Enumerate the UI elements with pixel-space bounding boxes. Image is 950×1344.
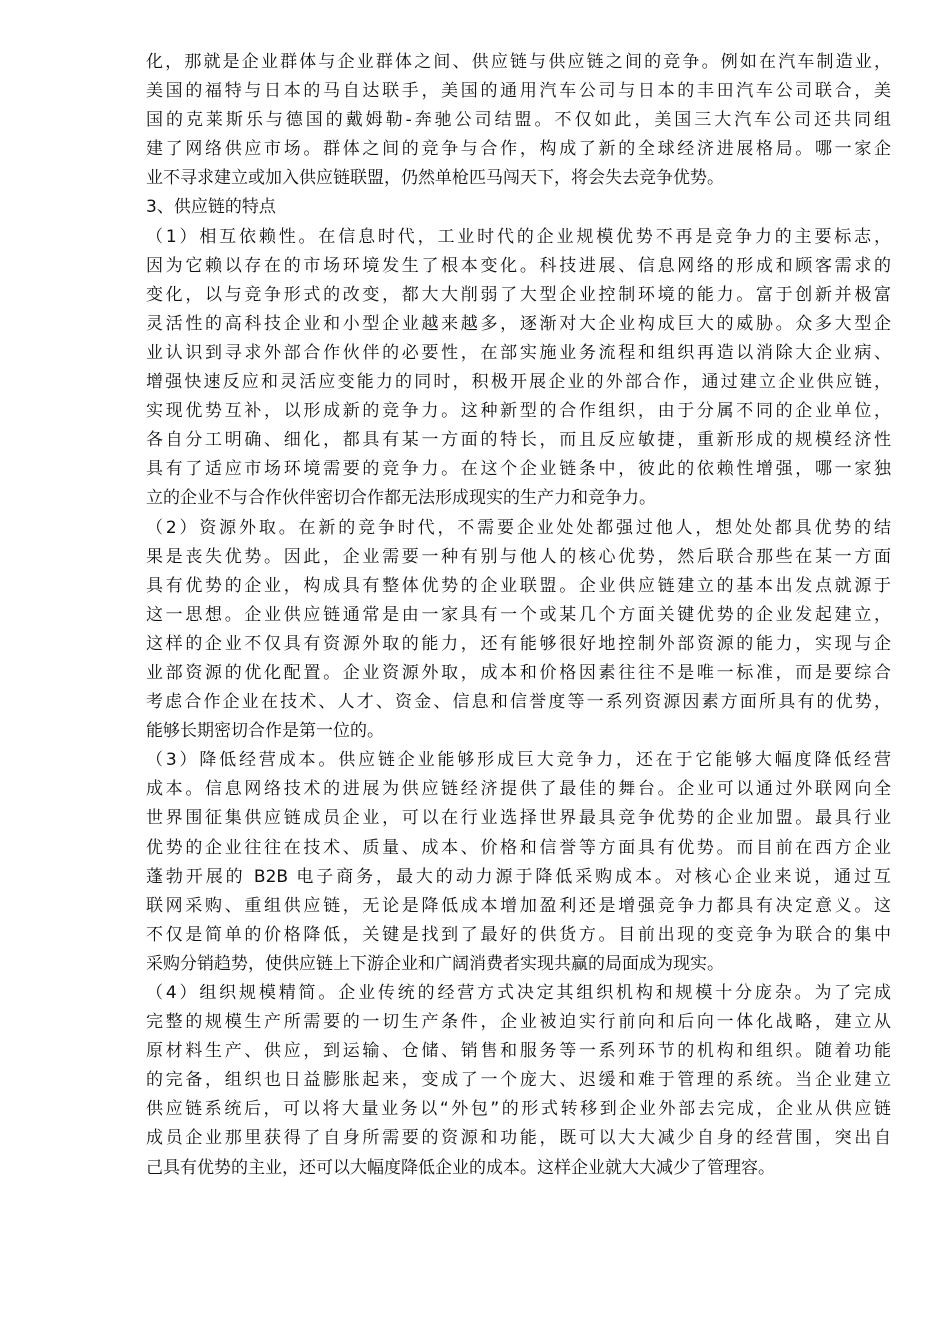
text-line: 的完备，组织也日益膨胀起来，变成了一个庞大、迟缓和难于管理的系统。当企业建立 [146, 1070, 891, 1091]
text-line: 各自分工明确、细化，都具有某一方面的特长，而且反应敏捷，重新形成的规模经济性 [146, 430, 891, 451]
text-line: 原材料生产、供应，到运输、仓储、销售和服务等一系列环节的机构和组织。随着功能 [146, 1041, 891, 1062]
text-line: 国的克莱斯乐与德国的戴姆勒-奔驰公司结盟。不仅如此，美国三大汽车公司还共同组 [146, 110, 891, 131]
text-line: 美国的福特与日本的马自达联手，美国的通用汽车公司与日本的丰田汽车公司联合，美 [146, 81, 891, 102]
text-line: 灵活性的高科技企业和小型企业越来越多，逐渐对大企业构成巨大的威胁。众多大型企 [146, 313, 891, 334]
text-line: （3）降低经营成本。供应链企业能够形成巨大竞争力，还在于它能够大幅度降低经营 [146, 750, 891, 771]
text-line: 3、供应链的特点 [146, 197, 276, 218]
text-line: 立的企业不与合作伙伴密切合作都无法形成现实的生产力和竞争力。 [146, 488, 656, 509]
text-line: 变化，以与竞争形式的改变，都大大削弱了大型企业控制环境的能力。富于创新并极富 [146, 284, 891, 305]
text-line: 建了网络供应市场。群体之间的竞争与合作，构成了新的全球经济进展格局。哪一家企 [146, 139, 891, 160]
text-line: 完整的规模生产所需要的一切生产条件，企业被迫实行前向和后向一体化战略，建立从 [146, 1012, 891, 1033]
text-line: 业不寻求建立或加入供应链联盟，仍然单枪匹马闯天下，将会失去竞争优势。 [146, 168, 724, 189]
text-line: 实现优势互补，以形成新的竞争力。这种新型的合作组织，由于分属不同的企业单位， [146, 401, 891, 422]
text-line: 优势的企业往往在技术、质量、成本、价格和信誉等方面具有优势。而目前在西方企业 [146, 837, 891, 858]
text-line: 增强快速反应和灵活应变能力的同时，积极开展企业的外部合作，通过建立企业供应链， [146, 372, 891, 393]
text-line: 化，那就是企业群体与企业群体之间、供应链与供应链之间的竞争。例如在汽车制造业， [146, 52, 891, 72]
text-line: 世界围征集供应链成员企业，可以在行业选择世界最具竞争优势的企业加盟。最具行业 [146, 808, 891, 829]
document-body [146, 48, 891, 1183]
text-line: 具有了适应市场环境需要的竞争力。在这个企业链条中，彼此的依赖性增强，哪一家独 [146, 459, 891, 480]
text-line: 业认识到寻求外部合作伙伴的必要性，在部实施业务流程和组织再造以消除大企业病、 [146, 342, 891, 363]
text-line: 蓬勃开展的 B2B 电子商务，最大的动力源于降低采购成本。对核心企业来说，通过互 [146, 866, 891, 887]
text-line: 采购分销趋势，使供应链上下游企业和广阔消费者实现共赢的局面成为现实。 [146, 953, 724, 974]
text-line: 己具有优势的主业，还可以大幅度降低企业的成本。这样企业就大大减少了管理容。 [146, 1157, 775, 1178]
text-line: 考虑合作企业在技术、人才、资金、信息和信誉度等一系列资源因素方面所具有的优势， [146, 692, 891, 713]
text-line: 因为它赖以存在的市场环境发生了根本变化。科技进展、信息网络的形成和顾客需求的 [146, 255, 891, 276]
text-line: 业部资源的优化配置。企业资源外取，成本和价格因素往往不是唯一标准，而是要综合 [146, 662, 891, 683]
text-line: 这样的企业不仅具有资源外取的能力，还有能够很好地控制外部资源的能力，实现与企 [146, 633, 891, 654]
text-line: 成员企业那里获得了自身所需要的资源和功能，既可以大大减少自身的经营围，突出自 [146, 1128, 891, 1149]
text-line: 不仅是简单的价格降低，关键是找到了最好的供货方。目前出现的变竞争为联合的集中 [146, 924, 891, 945]
text-line: （1）相互依赖性。在信息时代，工业时代的企业规模优势不再是竞争力的主要标志， [146, 226, 891, 247]
text-line: 供应链系统后，可以将大量业务以“外包”的形式转移到企业外部去完成，企业从供应链 [146, 1099, 891, 1120]
text-line: 能够长期密切合作是第一位的。 [146, 721, 384, 742]
text-line: 果是丧失优势。因此，企业需要一种有别与他人的核心优势，然后联合那些在某一方面 [146, 546, 891, 567]
text-line: 这一思想。企业供应链通常是由一家具有一个或某几个方面关键优势的企业发起建立， [146, 604, 891, 625]
text-line: 具有优势的企业，构成具有整体优势的企业联盟。企业供应链建立的基本出发点就源于 [146, 575, 891, 596]
text-line: （4）组织规模精简。企业传统的经营方式决定其组织机构和规模十分庞杂。为了完成 [146, 983, 891, 1003]
text-line: （2）资源外取。在新的竞争时代，不需要企业处处都强过他人，想处处都具优势的结 [146, 517, 891, 538]
text-line: 成本。信息网络技术的进展为供应链经济提供了最佳的舞台。企业可以通过外联网向全 [146, 779, 891, 800]
text-line: 联网采购、重组供应链，无论是降低成本增加盈利还是增强竞争力都具有决定意义。这 [146, 895, 891, 916]
